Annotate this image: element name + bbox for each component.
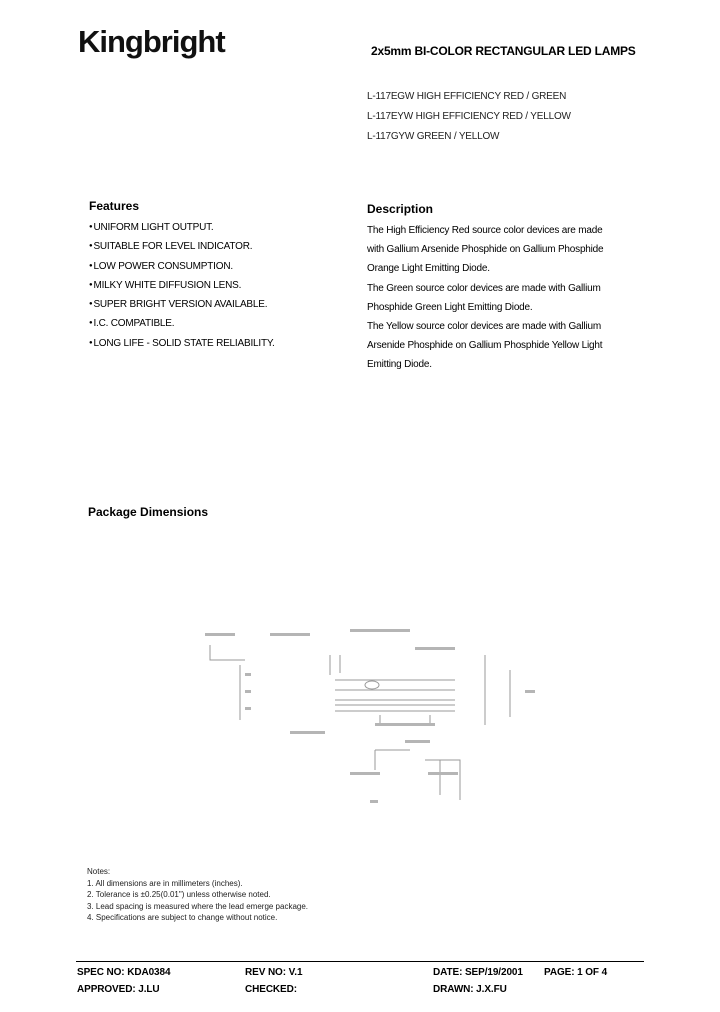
description-line: The High Efficiency Red source color devices are made bbox=[367, 225, 603, 236]
description-body bbox=[367, 221, 617, 375]
faint-label bbox=[525, 690, 535, 693]
faint-label bbox=[290, 731, 325, 734]
description-line: Emitting Diode. bbox=[367, 359, 432, 371]
faint-label bbox=[350, 772, 380, 775]
description-heading: Description bbox=[367, 202, 434, 216]
footprint-outline bbox=[425, 760, 460, 800]
faint-label bbox=[350, 629, 410, 632]
feature-item: ● I.C. COMPATIBLE. bbox=[89, 316, 275, 335]
lamp-body-side bbox=[335, 705, 455, 711]
document-title: 2x5mm BI-COLOR RECTANGULAR LED LAMPS bbox=[371, 44, 636, 58]
drawn-by: DRAWN: J.X.FU bbox=[433, 984, 507, 995]
faint-label bbox=[205, 633, 235, 636]
lens-outline bbox=[365, 681, 379, 689]
feature-item: ● LONG LIFE - SOLID STATE RELIABILITY. bbox=[89, 336, 275, 355]
footer-divider bbox=[76, 961, 644, 962]
notes-heading: Notes: bbox=[87, 867, 111, 876]
description-line: with Gallium Arsenide Phosphide on Gallium Phosphide bbox=[367, 244, 604, 256]
approved-by: APPROVED: J.LU bbox=[77, 984, 160, 995]
faint-label bbox=[370, 800, 378, 803]
note-item: 2. Tolerance is ±0.25(0.01") unless otherwise noted. bbox=[87, 890, 271, 899]
package-dimensions-drawing bbox=[200, 615, 545, 815]
feature-item: ● LOW POWER CONSUMPTION. bbox=[89, 259, 275, 278]
note-item: 4. Specifications are subject to change without notice. bbox=[87, 913, 278, 922]
note-item: 3. Lead spacing is measured where the lead emerge package. bbox=[87, 901, 309, 911]
description-line: The Yellow source color devices are made with Gallium bbox=[367, 321, 601, 333]
notes-section bbox=[87, 866, 308, 924]
note-item: 1. All dimensions are in millimeters (inches). bbox=[87, 878, 243, 888]
feature-item: ● MILKY WHITE DIFFUSION LENS. bbox=[89, 278, 275, 297]
faint-label bbox=[245, 707, 251, 710]
part-number-line: L-117EGW HIGH EFFICIENCY RED / GREEN bbox=[367, 91, 567, 102]
feature-item: ● SUITABLE FOR LEVEL INDICATOR. bbox=[89, 239, 275, 258]
description-line: Arsenide Phosphide on Gallium Phosphide Yellow Light bbox=[367, 340, 603, 352]
page-number: PAGE: 1 OF 4 bbox=[544, 967, 608, 978]
leader-line bbox=[210, 645, 245, 660]
faint-label bbox=[375, 723, 435, 726]
faint-label bbox=[405, 740, 430, 743]
faint-label bbox=[270, 633, 310, 636]
description-line: Orange Light Emitting Diode. bbox=[367, 263, 490, 275]
faint-label bbox=[245, 673, 251, 676]
faint-label bbox=[415, 647, 455, 650]
faint-label bbox=[245, 690, 251, 693]
lamp-body-top bbox=[335, 680, 455, 700]
description-line: The Green source color devices are made with Gallium bbox=[367, 282, 601, 294]
part-number-line: L-117EYW HIGH EFFICIENCY RED / YELLOW bbox=[367, 111, 571, 122]
features-heading: Features bbox=[89, 199, 140, 213]
features-list bbox=[89, 220, 275, 355]
description-line: Phosphide Green Light Emitting Diode. bbox=[367, 301, 533, 313]
feature-item: ● SUPER BRIGHT VERSION AVAILABLE. bbox=[89, 297, 275, 316]
package-dimensions-heading: Package Dimensions bbox=[88, 505, 209, 519]
feature-item: ● UNIFORM LIGHT OUTPUT. bbox=[89, 220, 275, 239]
revision-number: REV NO: V.1 bbox=[245, 967, 303, 978]
footprint-outline bbox=[375, 750, 410, 770]
faint-label bbox=[428, 772, 458, 775]
checked-by: CHECKED: bbox=[245, 984, 297, 995]
brand-logo: Kingbright bbox=[78, 24, 225, 59]
lead-line bbox=[330, 655, 340, 675]
spec-number: SPEC NO: KDA0384 bbox=[77, 967, 171, 978]
document-date: DATE: SEP/19/2001 bbox=[433, 967, 523, 978]
part-number-line: L-117GYW GREEN / YELLOW bbox=[367, 131, 500, 142]
